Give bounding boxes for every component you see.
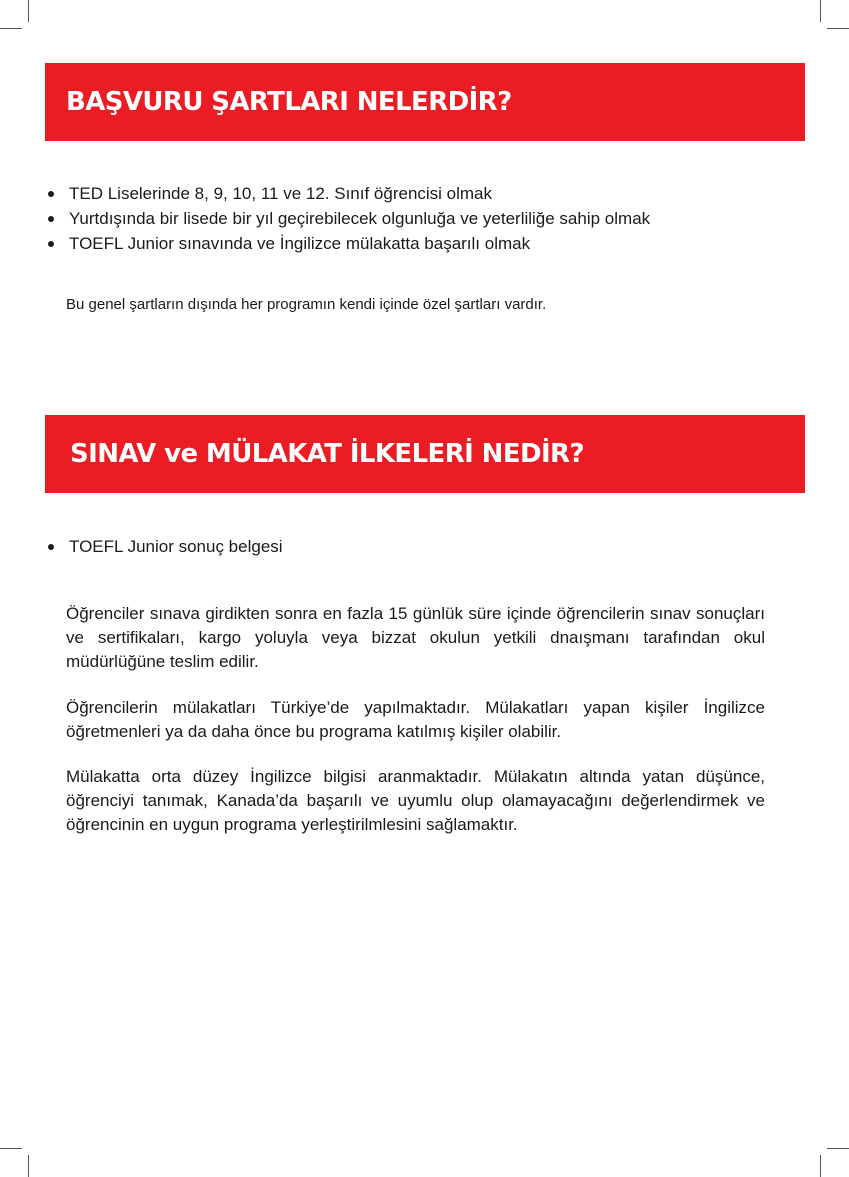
- section-title-requirements: BAŞVURU ŞARTLARI NELERDİR?: [66, 87, 512, 117]
- paragraph-results-submission: Öğrenciler sınava girdikten sonra en fazla 15 günlük süre içinde öğrencilerin sınav sonuçları ve sertifikaları, kargo yoluyla veya bizzat okulun yetkili dnaışmanı tarafından okul müdürlüğüne teslim edilir.: [66, 604, 765, 671]
- crop-mark-top-left: [28, 0, 29, 22]
- bullet-icon: [48, 544, 54, 550]
- requirements-list: [46, 181, 650, 256]
- crop-mark-right-top: [827, 28, 849, 29]
- crop-mark-bottom-right: [820, 1155, 821, 1177]
- list-item-text: Yurtdışında bir lisede bir yıl geçirebilecek olgunluğa ve yeterliliğe sahip olmak: [69, 209, 651, 228]
- crop-mark-right-bottom: [827, 1148, 849, 1149]
- crop-mark-top-right: [820, 0, 821, 22]
- section-banner-requirements: [45, 63, 805, 141]
- section-banner-exam-principles: [45, 415, 805, 493]
- exam-documents-list: [46, 534, 283, 559]
- crop-mark-bottom-left: [28, 1155, 29, 1177]
- bullet-icon: [48, 241, 54, 247]
- crop-mark-left-top: [0, 28, 22, 29]
- list-item-text: TOEFL Junior sınavında ve İngilizce mülakatta başarılı olmak: [69, 234, 531, 253]
- list-item: [46, 181, 650, 206]
- list-item-text: TOEFL Junior sonuç belgesi: [69, 537, 283, 556]
- bullet-icon: [48, 191, 54, 197]
- paragraph-interviews: Öğrencilerin mülakatları Türkiye’de yapılmaktadır. Mülakatları yapan kişiler İngilizce öğretmenleri ya da daha önce bu programa katılmış kişiler olabilir.: [66, 698, 765, 741]
- list-item: [46, 231, 650, 256]
- paragraph-interview-purpose: Mülakatta orta düzey İngilizce bilgisi aranmaktadır. Mülakatın altında yatan düşünce, öğrenciyi tanımak, Kanada’da başarılı ve uyumlu olup olamayacağını değerlendirmek ve öğrencinin en uygun programa yerleştirilmlesini sağlamaktır.: [66, 767, 765, 834]
- crop-mark-left-bottom: [0, 1148, 22, 1149]
- requirements-note: Bu genel şartların dışında her programın kendi içinde özel şartları vardır.: [66, 296, 547, 313]
- section-title-exam-principles: SINAV ve MÜLAKAT İLKELERİ NEDİR?: [70, 439, 584, 469]
- bullet-icon: [48, 216, 54, 222]
- list-item-text: TED Liselerinde 8, 9, 10, 11 ve 12. Sınıf öğrencisi olmak: [69, 184, 493, 203]
- list-item: [46, 534, 283, 559]
- list-item: [46, 206, 650, 231]
